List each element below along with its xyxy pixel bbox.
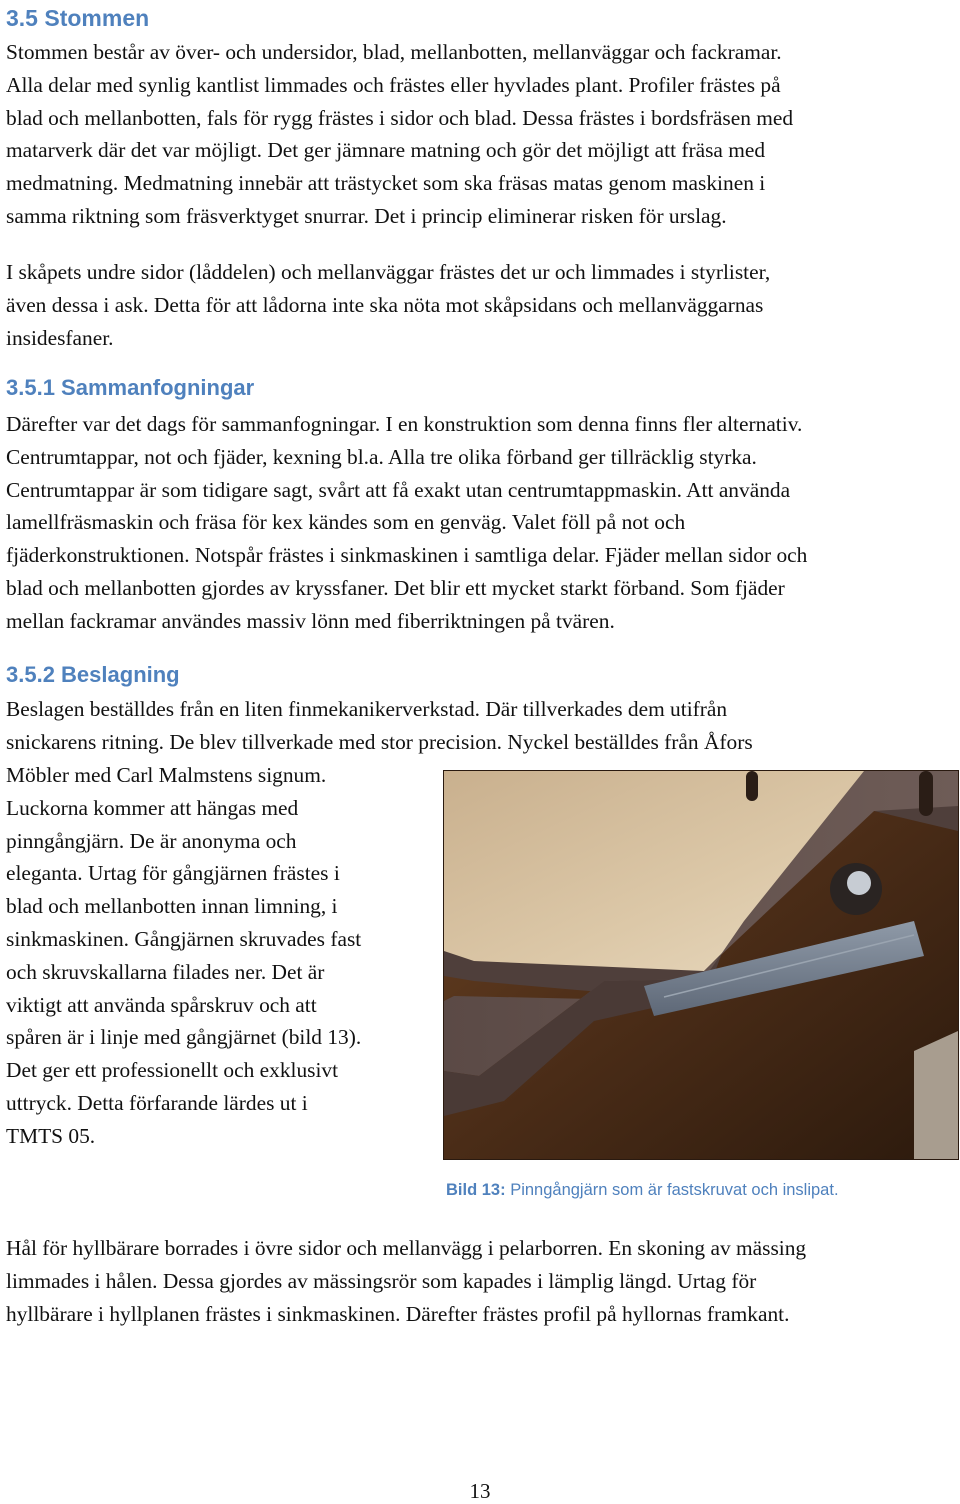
hinge-photo <box>443 770 959 1160</box>
text-line: Hål för hyllbärare borrades i övre sidor och mellanvägg i pelarborren. En skoning av mässing <box>6 1236 807 1260</box>
text-line: Luckorna kommer att hängas med <box>6 795 299 820</box>
text-line: medmatning. Medmatning innebär att trästycket som ska fräsas matas genom maskinen i <box>6 171 766 196</box>
figure-caption-text: Pinngångjärn som är fastskruvat och inslipat. <box>505 1181 839 1199</box>
text-line: insidesfaner. <box>6 325 114 350</box>
text-line: Möbler med Carl Malmstens signum. <box>6 763 327 787</box>
figure-caption-label: Bild 13: <box>446 1181 506 1199</box>
paragraph-stommen-1 <box>6 36 793 233</box>
text-line: snickarens ritning. De blev tillverkade med stor precision. Nyckel beställdes från Åfors <box>6 729 753 754</box>
paragraph-beslagning-wrapped <box>6 759 436 1153</box>
text-line: och skruvskallarna filades ner. Det är <box>6 959 325 984</box>
text-line: TMTS 05. <box>6 1123 96 1148</box>
text-line: Centrumtappar är som tidigare sagt, svårt att få exakt utan centrumtappmaskin. Att använda <box>6 477 791 502</box>
subsection-heading-beslagning: 3.5.2 Beslagning <box>6 662 180 687</box>
text-line: eleganta. Urtag för gångjärnen frästes i <box>6 861 340 886</box>
text-line: viktigt att använda spårskruv och att <box>6 992 317 1017</box>
text-line: uttryck. Detta förfarande lärdes ut i <box>6 1090 308 1115</box>
text-line: Därefter var det dags för sammanfogningar. I en konstruktion som denna finns fler alternativ. <box>6 412 803 436</box>
text-line: även dessa i ask. Detta för att lådorna inte ska nöta mot skåpsidans och mellanväggarnas <box>6 292 764 317</box>
page-number: 13 <box>469 1479 491 1503</box>
paragraph-hyllbarare <box>6 1232 806 1330</box>
text-line: lamellfräsmaskin och fräsa för kex kändes som en genväg. Valet föll på not och <box>6 510 686 535</box>
text-line: blad och mellanbotten innan limning, i <box>6 894 338 919</box>
text-line: hyllbärare i hyllplanen frästes i sinkmaskinen. Därefter frästes profil på hyllornas framkant. <box>6 1301 790 1326</box>
text-line: pinngångjärn. De är anonyma och <box>6 828 297 853</box>
text-line: blad och mellanbotten gjordes av kryssfaner. Det blir ett mycket starkt förband. Som fjäder <box>6 575 785 600</box>
text-line: I skåpets undre sidor (låddelen) och mellanväggar frästes det ur och limmades i styrlister, <box>6 260 771 284</box>
section-heading: 3.5 Stommen <box>6 5 150 31</box>
paragraph-stommen-2 <box>6 256 770 354</box>
paragraph-beslagning-intro <box>6 693 753 759</box>
figure-caption <box>446 1179 839 1201</box>
paragraph-sammanfogningar <box>6 408 807 638</box>
text-line: Stommen består av över- och undersidor, blad, mellanbotten, mellanväggar och fackramar. <box>6 40 782 64</box>
text-line: fjäderkonstruktionen. Notspår frästes i sinkmaskinen i samtliga delar. Fjäder mellan sidor och <box>6 543 808 568</box>
text-line: Alla delar med synlig kantlist limmades och frästes eller hyvlades plant. Profiler frästes på <box>6 72 781 97</box>
text-line: blad och mellanbotten, fals för rygg frästes i sidor och blad. Dessa frästes i bordsfräsen med <box>6 105 794 130</box>
text-line: matarverk där det var möjligt. Det ger jämnare matning och gör det möjligt att fräsa med <box>6 138 766 163</box>
text-line: Beslagen beställdes från en liten finmekanikerverkstad. Där tillverkades dem utifrån <box>6 697 728 721</box>
text-line: spåren är i linje med gångjärnet (bild 13). <box>6 1025 362 1050</box>
text-line: limmades i hålen. Dessa gjordes av mässingsrör som kapades i lämplig längd. Urtag för <box>6 1268 757 1293</box>
text-line: Det ger ett professionellt och exklusivt <box>6 1058 339 1083</box>
text-line: mellan fackramar användes massiv lönn med fiberriktningen på tvären. <box>6 608 615 633</box>
text-line: samma riktning som fräsverktyget snurrar. Det i princip eliminerar risken för urslag. <box>6 203 727 228</box>
hinge-photo-illustration <box>444 771 958 1159</box>
text-line: sinkmaskinen. Gångjärnen skruvades fast <box>6 926 362 951</box>
text-line: Centrumtappar, not och fjäder, kexning bl.a. Alla tre olika förband ger tillräcklig styrka. <box>6 444 757 469</box>
subsection-heading-sammanfogningar: 3.5.1 Sammanfogningar <box>6 375 255 400</box>
